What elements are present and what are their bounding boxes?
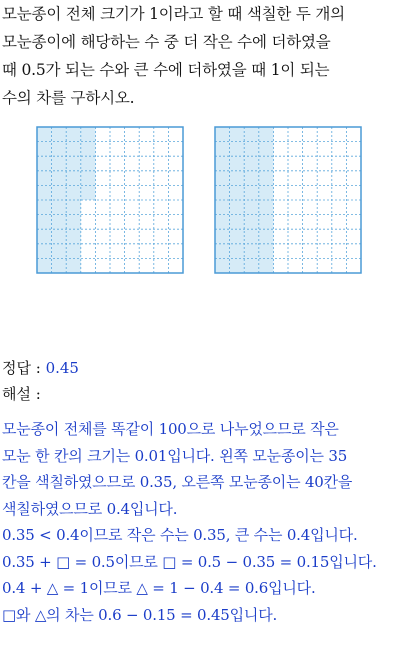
shaded-cell: [215, 185, 230, 200]
shaded-cell: [230, 127, 245, 142]
shaded-cell: [52, 171, 67, 186]
shaded-cell: [259, 185, 274, 200]
shaded-cell: [52, 127, 67, 142]
right-grid-figure: [214, 126, 362, 274]
shaded-cell: [244, 185, 259, 200]
shaded-cell: [37, 215, 52, 230]
shaded-cell: [81, 171, 96, 186]
shaded-cell: [37, 200, 52, 215]
shaded-cell: [244, 156, 259, 171]
shaded-cell: [66, 244, 81, 259]
shaded-cell: [66, 142, 81, 157]
explanation-line: 0.4 + △ = 1이므로 △ = 1 − 0.4 = 0.6입니다.: [2, 579, 316, 597]
shaded-cell: [66, 127, 81, 142]
shaded-cell: [259, 229, 274, 244]
explanation-text: [2, 416, 400, 628]
shaded-cell: [259, 142, 274, 157]
shaded-cell: [244, 244, 259, 259]
shaded-cell: [37, 171, 52, 186]
shaded-cell: [230, 215, 245, 230]
shaded-cell: [230, 258, 245, 273]
shaded-cell: [66, 156, 81, 171]
shaded-cell: [259, 215, 274, 230]
shaded-cell: [230, 171, 245, 186]
shaded-cell: [259, 156, 274, 171]
shaded-cell: [52, 185, 67, 200]
answer-value: 0.45: [45, 359, 79, 377]
shaded-cell: [259, 258, 274, 273]
shaded-cell: [215, 127, 230, 142]
shaded-cell: [81, 142, 96, 157]
shaded-cell: [259, 244, 274, 259]
shaded-cell: [52, 200, 67, 215]
shaded-cell: [259, 171, 274, 186]
shaded-cell: [215, 258, 230, 273]
shaded-cell: [215, 156, 230, 171]
shaded-cell: [215, 200, 230, 215]
shaded-cell: [215, 229, 230, 244]
shaded-cell: [66, 171, 81, 186]
shaded-cell: [81, 127, 96, 142]
answer-label: 정답 :: [2, 359, 46, 377]
shaded-cell: [230, 229, 245, 244]
shaded-cell: [66, 229, 81, 244]
shaded-cell: [215, 142, 230, 157]
shaded-cell: [52, 244, 67, 259]
shaded-cell: [66, 185, 81, 200]
shaded-cell: [66, 258, 81, 273]
explanation-line: 모눈종이 전체를 똑같이 100으로 나누었으므로 작은: [2, 420, 339, 438]
shaded-cell: [37, 258, 52, 273]
shaded-cell: [215, 171, 230, 186]
explanation-label: 해설 :: [2, 385, 41, 403]
shaded-cell: [244, 258, 259, 273]
shaded-cell: [244, 229, 259, 244]
explanation-line: 색칠하였으므로 0.4입니다.: [2, 499, 178, 518]
shaded-cell: [230, 244, 245, 259]
shaded-cell: [52, 142, 67, 157]
shaded-cell: [37, 127, 52, 142]
problem-line: 때 0.5가 되는 수와 큰 수에 더하였을 때 1이 되는: [2, 61, 330, 79]
shaded-cell: [230, 156, 245, 171]
right-grid: [214, 126, 362, 274]
shaded-cell: [215, 215, 230, 230]
shaded-cell: [244, 127, 259, 142]
shaded-cell: [66, 215, 81, 230]
shaded-cell: [52, 156, 67, 171]
shaded-cell: [52, 215, 67, 230]
explanation-line: 모눈 한 칸의 크기는 0.01입니다. 왼쪽 모눈종이는 35: [2, 446, 348, 465]
shaded-cell: [52, 258, 67, 273]
shaded-cell: [215, 244, 230, 259]
shaded-cell: [37, 229, 52, 244]
problem-line: 모눈종이에 해당하는 수 중 더 작은 수에 더하였을: [2, 33, 331, 51]
shaded-cell: [230, 200, 245, 215]
shaded-cell: [81, 185, 96, 200]
grid-figures: [0, 126, 400, 278]
explanation-line: □와 △의 차는 0.6 − 0.15 = 0.45입니다.: [2, 605, 278, 624]
shaded-cell: [37, 244, 52, 259]
shaded-cell: [52, 229, 67, 244]
left-grid: [36, 126, 184, 274]
answer-section: [2, 355, 398, 407]
shaded-cell: [244, 171, 259, 186]
shaded-cell: [244, 142, 259, 157]
shaded-cell: [230, 185, 245, 200]
shaded-cell: [259, 127, 274, 142]
explanation-line: 0.35 < 0.4이므로 작은 수는 0.35, 큰 수는 0.4입니다.: [2, 526, 358, 544]
shaded-cell: [37, 142, 52, 157]
explanation-line: 칸을 색칠하였으므로 0.35, 오른쪽 모눈종이는 40칸을: [2, 473, 353, 491]
problem-statement: [2, 0, 398, 112]
shaded-cell: [37, 185, 52, 200]
shaded-cell: [230, 142, 245, 157]
shaded-cell: [66, 200, 81, 215]
shaded-cell: [81, 156, 96, 171]
answer-row: [2, 355, 398, 381]
shaded-cell: [244, 200, 259, 215]
problem-line: 수의 차를 구하시오.: [2, 89, 135, 107]
shaded-cell: [244, 215, 259, 230]
left-grid-figure: [36, 126, 184, 274]
explanation-line: 0.35 + □ = 0.5이므로 □ = 0.5 − 0.35 = 0.15입니다.: [2, 552, 377, 571]
shaded-cell: [259, 200, 274, 215]
shaded-cell: [37, 156, 52, 171]
problem-line: 모눈종이 전체 크기가 1이라고 할 때 색칠한 두 개의: [2, 5, 345, 23]
